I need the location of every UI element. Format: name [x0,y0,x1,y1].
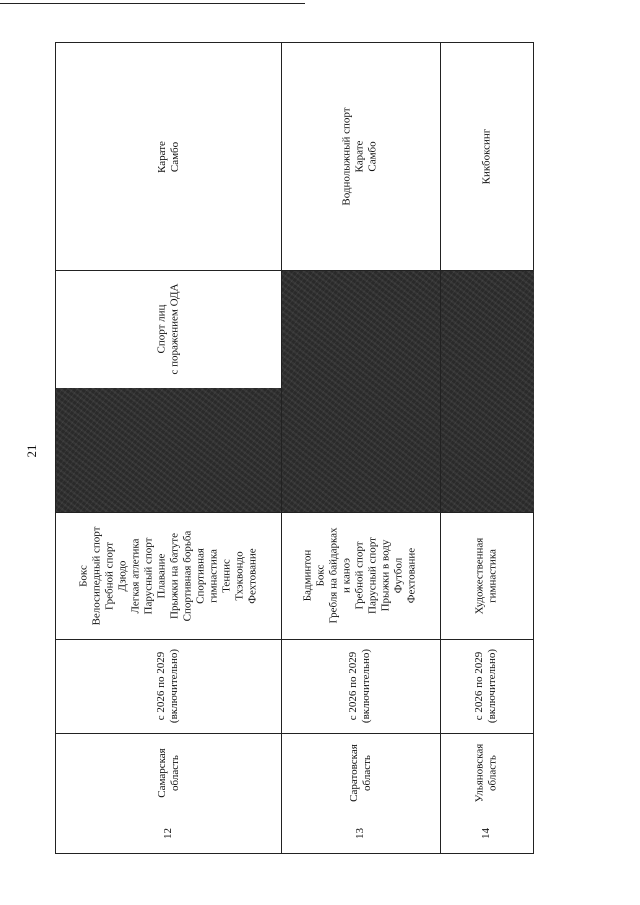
row13-period: с 2026 по 2029 (включительно) [347,648,373,724]
row14-other-sports: Кикбоксинг [479,128,492,185]
sports-table [55,42,534,854]
shaded-block-row-12 [56,388,281,512]
row13-number: 13 [354,827,366,839]
row13-other-sports: Воднолыжный спорт Карате Самбо [341,107,379,206]
row12-sports: Бокс Велосипедный спорт Гребной спорт Дзюдо Легкая атлетика Парусный спорт Плавание Прыжки на батуте Спортивная борьба Спортивная гимнастика Теннис Тхэквондо Фехтование [77,526,259,625]
page-number-text: 21 [24,444,39,458]
row13-sports: Бадминтон Бокс Гребля на байдарках и каноэ Гребной спорт Парусный спорт Прыжки в воду Футбол Фехтование [301,527,418,624]
top-rule [0,3,305,4]
row12-oda-sports: Спорт лиц с поражением ОДА [155,283,181,375]
row13-region: Саратовская область [347,744,373,802]
row14-period: с 2026 по 2029 (включительно) [473,648,499,724]
row14-region: Ульяновская область [473,743,499,803]
shaded-block-rows-13-14 [281,270,534,512]
row12-region: Самарская область [155,748,181,798]
row14-sports: Художественная гимнастика [473,537,499,614]
row12-period: с 2026 по 2029 (включительно) [155,648,181,724]
row14-number: 14 [480,827,492,839]
row12-number: 12 [162,827,174,839]
page-number [22,441,42,461]
row12-other-sports: Карате Самбо [155,140,181,173]
